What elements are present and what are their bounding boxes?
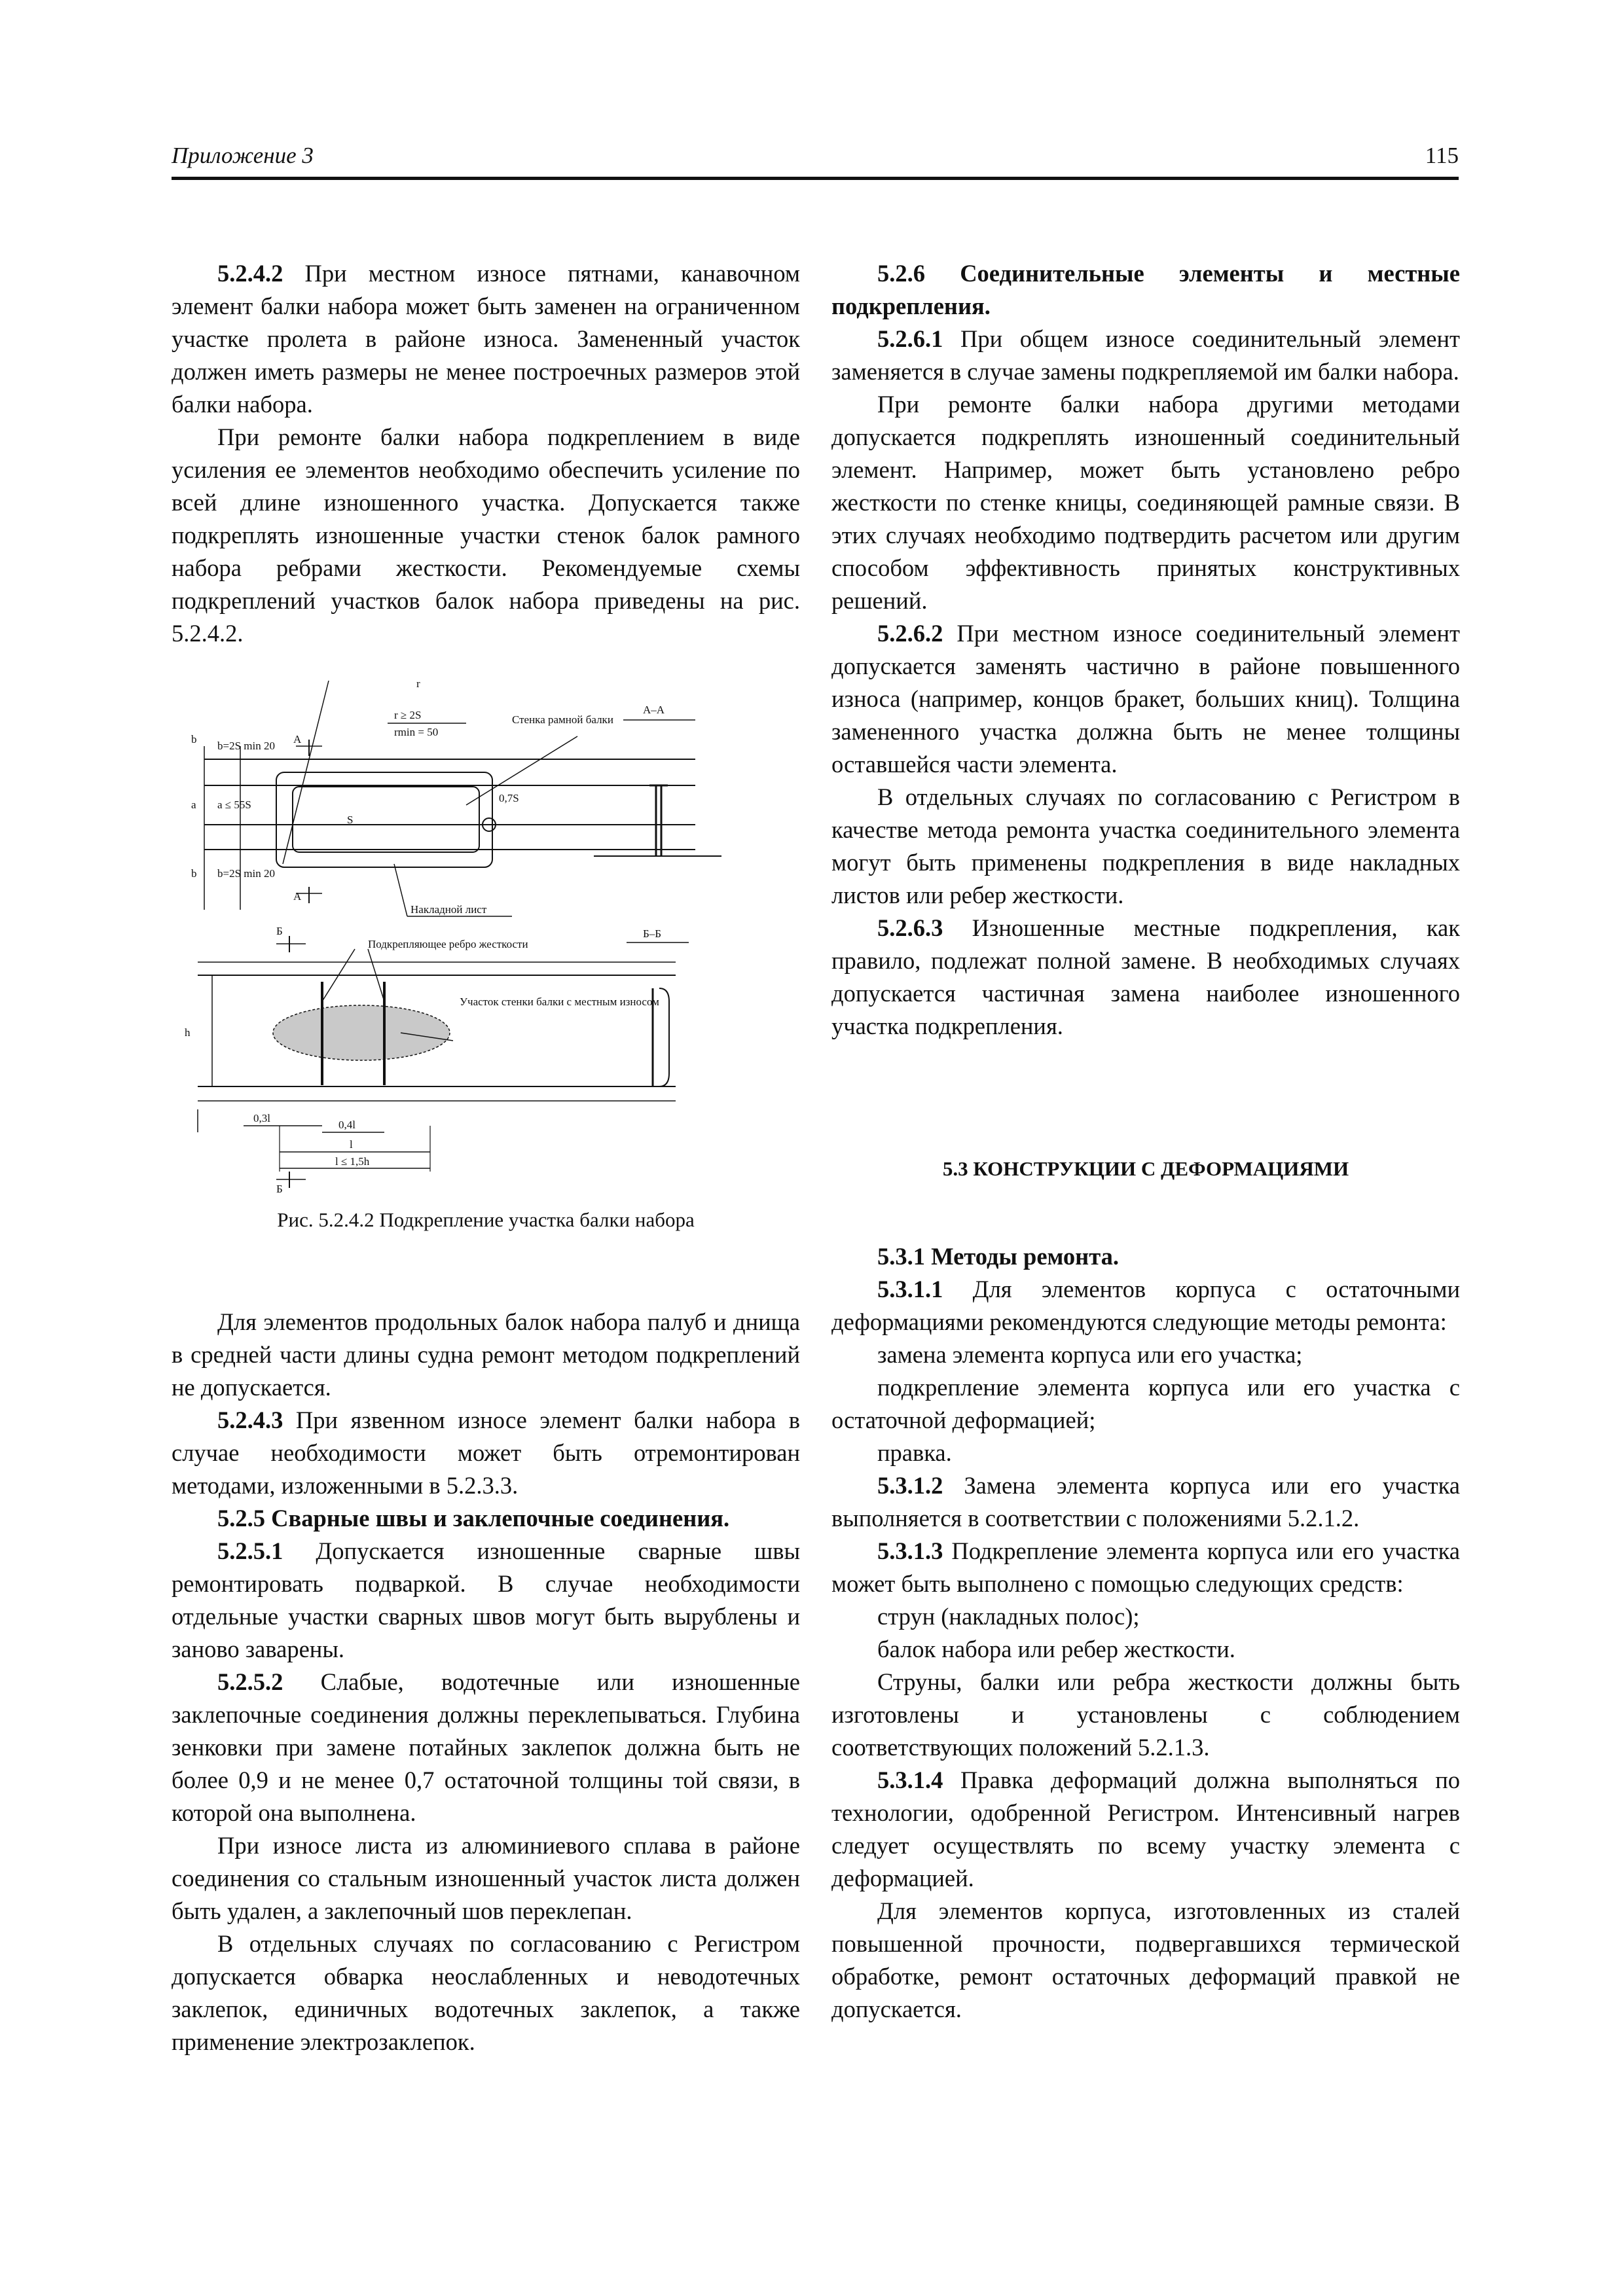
- label-b-left: b: [191, 733, 197, 745]
- label-b2: b=2S min 20: [217, 867, 275, 880]
- label-section-aa: А–А: [643, 704, 665, 716]
- list-item: замена элемента корпуса или его участка;: [877, 1341, 1303, 1368]
- label-b2-left: b: [191, 867, 197, 880]
- paragraph: 5.2.6.2 При местном износе соединительный элемент допускается заменять частично в районе повышенного износа (например, концов бракет, больших книц). Толщина замененного участка должна быть не менее толщины оставшейся части элемента.: [831, 620, 1460, 778]
- subsection-heading: 5.2.6 Соединительные элементы и местные подкрепления.: [831, 260, 1460, 319]
- right-column-top: [831, 257, 1460, 1043]
- label-h: h: [185, 1026, 191, 1039]
- label-a-dim: a ≤ 55S: [217, 798, 251, 811]
- label-rmin: rmin = 50: [394, 726, 439, 738]
- label-worn: Участок стенки балки с местным износом: [460, 996, 659, 1008]
- paragraph: Струны, балки или ребра жесткости должны быть изготовлены и установлены с соблюдением соответствующих положений 5.2.1.3.: [831, 1668, 1460, 1761]
- label-04l: 0,4l: [338, 1119, 356, 1131]
- paragraph: При износе листа из алюминиевого сплава в районе соединения со стальным изношенный участок листа должен быть удален, а заклепочный шов переклепан.: [172, 1832, 800, 1924]
- running-title: Приложение 3: [172, 143, 314, 168]
- label-b-top: Б: [276, 925, 283, 937]
- subsection-heading: 5.2.5 Сварные швы и заклепочные соединения.: [217, 1505, 730, 1532]
- paragraph: В отдельных случаях по согласованию с Регистром допускается обварка неослабленных и неводотечных заклепок, единичных водотечных заклепок, а также применение электрозаклепок.: [172, 1930, 800, 2055]
- figure-caption: Рис. 5.2.4.2 Подкрепление участка балки набора: [277, 1208, 695, 1231]
- paragraph: 5.2.6.1 При общем износе соединительный элемент заменяется в случае замены подкрепляемой им балки набора.: [831, 325, 1460, 385]
- label-plate: Накладной лист: [410, 903, 487, 916]
- worn-area: [273, 1005, 450, 1060]
- paragraph: 5.3.1.1 Для элементов корпуса с остаточными деформациями рекомендуются следующие методы ремонта:: [831, 1276, 1460, 1335]
- paragraph: 5.2.6.3 Изношенные местные подкрепления, как правило, подлежат полной замене. В необходимых случаях допускается частичная замена наиболее изношенного участка подкрепления.: [831, 914, 1460, 1039]
- page-number: 115: [1425, 143, 1459, 168]
- list-item: струн (накладных полос);: [877, 1603, 1140, 1630]
- label-03l: 0,3l: [253, 1112, 270, 1124]
- overlay-plate-inner: [293, 787, 479, 852]
- paragraph: 5.2.4.3 При язвенном износе элемент балки набора в случае необходимости может быть отремонтирован методами, изложенными в 5.2.3.3.: [172, 1407, 800, 1499]
- right-column-bottom: [831, 1240, 1460, 2026]
- paragraph: При ремонте балки набора другими методами допускается подкреплять изношенный соединительный элемент. Например, может быть установлено ребро жесткости по стенке кницы, соединяющей рамные связи. В этих случаях необходимо подтвердить расчетом или другим способом эффективность принятых конструктивных решений.: [831, 391, 1460, 614]
- list-item: балок набора или ребер жесткости.: [877, 1636, 1235, 1662]
- paragraph: При ремонте балки набора подкреплением в виде усиления ее элементов необходимо обеспечить усиление по всей длине изношенного участка. Допускается также подкреплять изношенные участки стенок балок рамного набора ребрами жесткости. Рекомендуемые схемы подкреплений участков балок набора приведены на рис. 5.2.4.2.: [172, 423, 800, 647]
- paragraph: В отдельных случаях по согласованию с Регистром в качестве метода ремонта участка соединительного элемента могут быть применены подкрепления в виде накладных листов или ребер жесткости.: [831, 783, 1460, 908]
- paragraph: 5.2.4.2 При местном износе пятнами, канавочном элемент балки набора может быть заменен на ограниченном участке пролета в районе износа. Замененный участок должен иметь размеры не менее построечных размеров этой балки набора.: [172, 260, 800, 418]
- left-column-top: [172, 257, 800, 650]
- paragraph: Для элементов корпуса, изготовленных из сталей повышенной прочности, подвергавшихся термической обработке, ремонт остаточных деформаций правкой не допускается.: [831, 1897, 1460, 2022]
- subsection-heading: 5.3.1 Методы ремонта.: [877, 1243, 1119, 1270]
- label-l15h: l ≤ 1,5h: [335, 1155, 370, 1168]
- paragraph: 5.2.5.1 Допускается изношенные сварные швы ремонтировать подваркой. В случае необходимости отдельные участки сварных швов могут быть вырублены и заново заварены.: [172, 1537, 800, 1662]
- label-a-bottom: А: [293, 890, 302, 903]
- paragraph: 5.2.5.2 Слабые, водотечные или изношенные заклепочные соединения должны переклепываться. Глубина зенковки при замене потайных заклепок должна быть не более 0,9 и не менее 0,7 остаточной толщины той связи, в которой она выполнена.: [172, 1668, 800, 1826]
- label-stiffener: Подкрепляющее ребро жесткости: [368, 938, 528, 950]
- label-web: Стенка рамной балки: [512, 713, 613, 726]
- left-column-bottom: [172, 1306, 800, 2058]
- label-b-bottom: Б: [276, 1183, 283, 1195]
- label-weld: 0,7S: [499, 792, 519, 804]
- section-heading-5-3: 5.3 КОНСТРУКЦИИ С ДЕФОРМАЦИЯМИ: [942, 1157, 1349, 1180]
- paragraph: 5.3.1.2 Замена элемента корпуса или его участка выполняется в соответствии с положениями 5.2.1.2.: [831, 1472, 1460, 1532]
- label-r: r: [416, 677, 420, 690]
- list-item: подкрепление элемента корпуса или его участка с остаточной деформацией;: [831, 1374, 1460, 1433]
- figure-5-2-4-2: [172, 674, 800, 1198]
- label-l: l: [350, 1138, 353, 1151]
- label-a-top: А: [293, 733, 302, 745]
- page-header: [172, 143, 1459, 177]
- label-s: S: [347, 814, 354, 826]
- paragraph: 5.3.1.3 Подкрепление элемента корпуса или его участка может быть выполнено с помощью следующих средств:: [831, 1537, 1460, 1597]
- label-r-ge: r ≥ 2S: [394, 709, 422, 721]
- figure-drawing: [172, 674, 800, 1198]
- header-rule: [172, 177, 1459, 180]
- label-b1: b=2S min 20: [217, 740, 275, 752]
- paragraph: Для элементов продольных балок набора палуб и днища в средней части длины судна ремонт методом подкреплений не допускается.: [172, 1308, 800, 1401]
- label-section-bb: Б–Б: [643, 927, 662, 940]
- list-item: правка.: [877, 1439, 952, 1466]
- leader-line: [394, 864, 407, 916]
- leader-line: [466, 736, 577, 805]
- label-a-left: a: [191, 798, 196, 811]
- paragraph: 5.3.1.4 Правка деформаций должна выполняться по технологии, одобренной Регистром. Интенсивный нагрев следует осуществлять по всему участку элемента с деформацией.: [831, 1767, 1460, 1892]
